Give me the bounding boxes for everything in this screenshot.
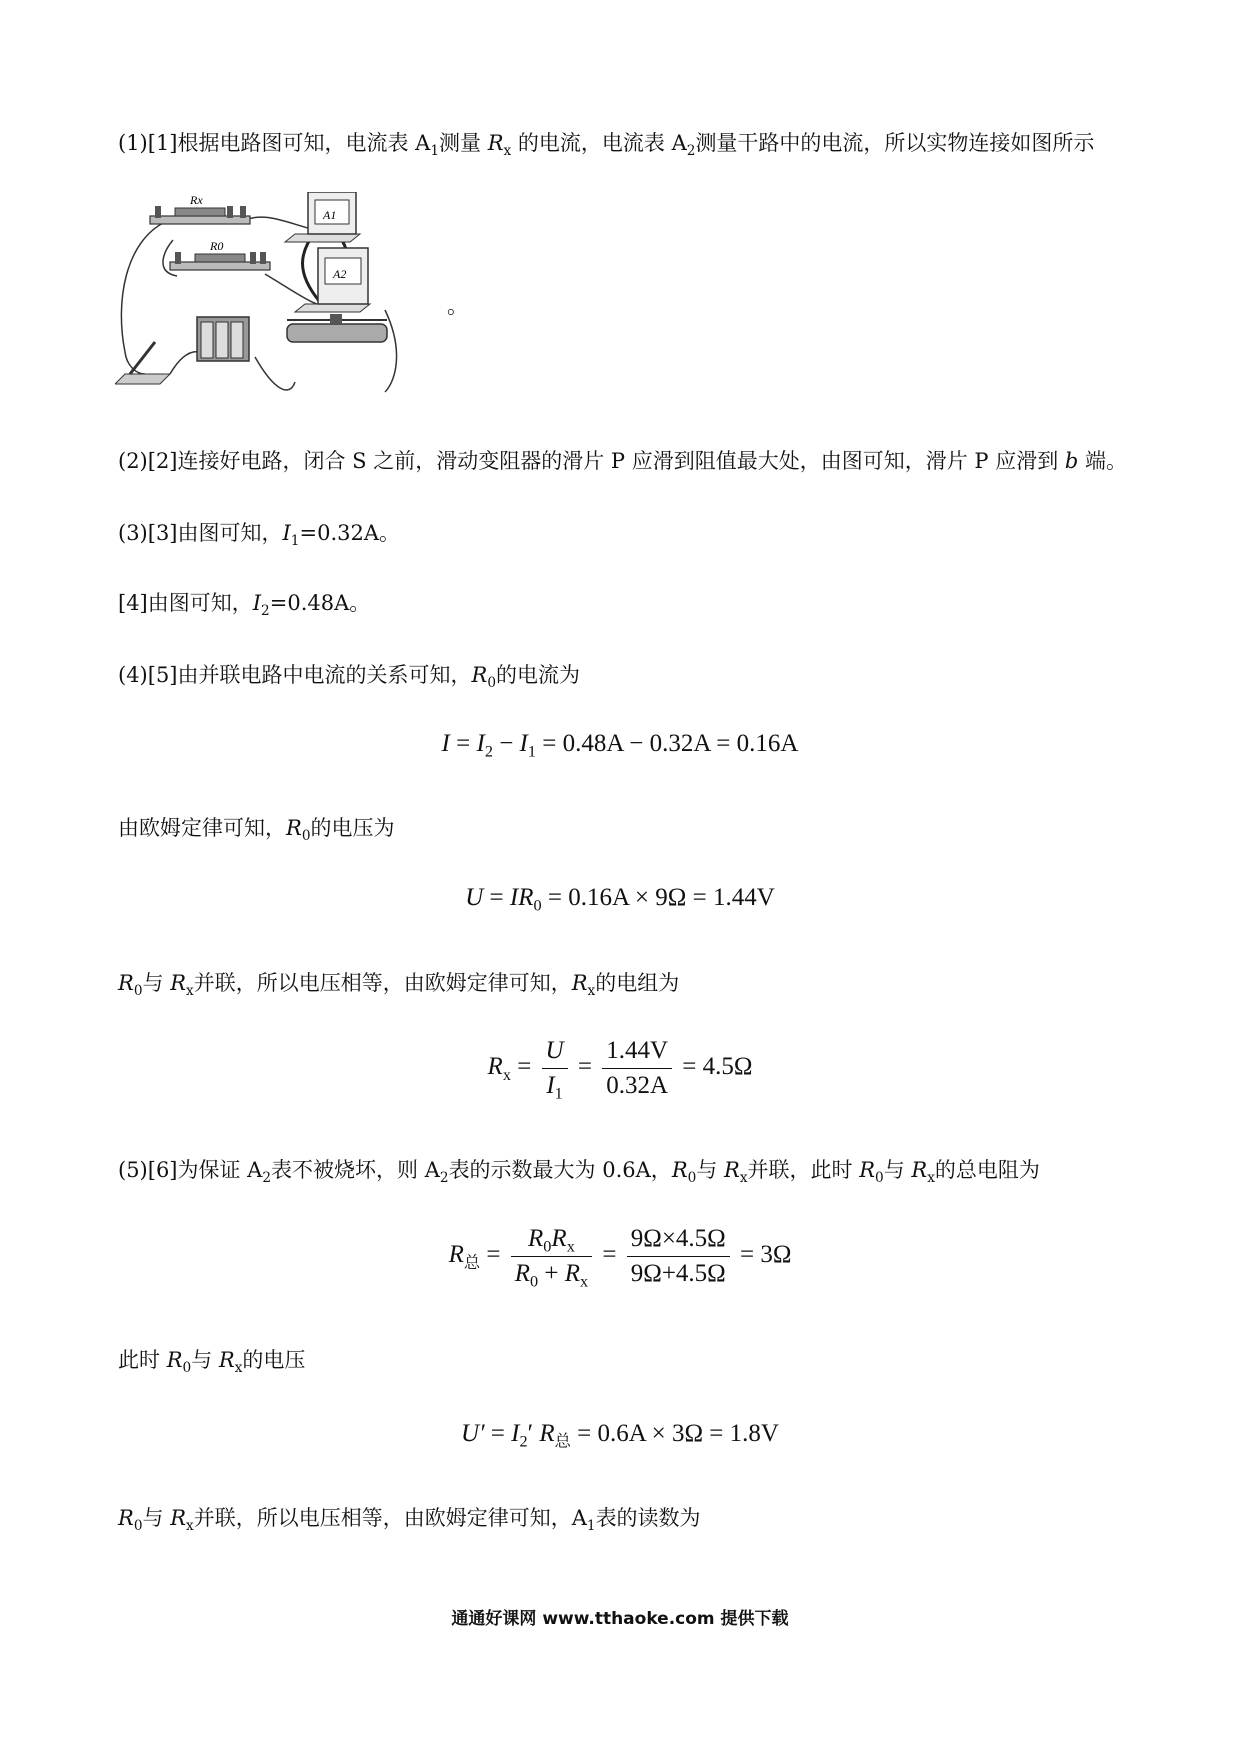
text: (5)[6]为保证 A [118,1158,263,1182]
symbol: I [546,1072,555,1099]
subscript: 0 [133,1517,143,1534]
subscript: 1 [554,1084,563,1103]
text: ′ [527,1420,540,1447]
symbol: R [170,1506,186,1530]
subscript: 2 [261,602,270,619]
a1-label: A1 [323,208,337,222]
subscript: 1 [586,1517,596,1534]
text: 与 [883,1158,912,1182]
subscript: 1 [290,532,300,549]
fraction [511,1222,592,1291]
text: = 0.6A × 3Ω = 1.8V [570,1420,779,1447]
subscript: 0 [533,896,542,915]
text: 由欧姆定律可知， [118,816,286,840]
equation-1 [0,730,1240,761]
text: 与 [142,1506,171,1530]
subscript: 2 [484,742,493,761]
symbol: R [487,1053,503,1081]
circuit-figure [115,192,445,417]
text: = [484,1420,512,1447]
numerator: 1.44V [602,1034,672,1069]
equation-4 [0,1222,1240,1291]
subscript: 2 [686,142,696,159]
text: 的总电阻为 [934,1158,1040,1182]
text: = 4.5Ω [676,1053,753,1081]
text: − [492,730,520,757]
text: 并联，此时 [747,1158,860,1182]
subscript: 总 [463,1253,481,1272]
subscript: 总 [554,1432,571,1451]
figure-period: 。 [447,294,468,318]
rx-label: Rx [190,193,203,207]
paragraph-3 [118,518,400,548]
symbol: I [511,1420,520,1447]
text: = 0.16A × 9Ω = 1.44V [541,884,775,911]
denominator: 9Ω+4.5Ω [630,1260,726,1287]
text: 测量干路中的电流，所以实物连接如图所示 [695,131,1095,155]
symbol: I [252,591,262,615]
subscript: x [234,1359,243,1376]
text: 与 [142,971,171,995]
symbol: R [118,971,134,995]
paragraph-10 [118,1503,701,1533]
subscript: 0 [875,1169,884,1186]
symbol: U [545,1037,564,1064]
paragraph-8 [118,1155,1040,1185]
text: 的电压为 [310,816,395,840]
symbol: R [571,971,588,995]
text: (3)[3]由图可知， [118,521,283,545]
subscript: 0 [687,1169,697,1186]
symbol: R [724,1158,740,1182]
paragraph-2 [118,446,1127,476]
symbol: R [118,1506,134,1530]
symbol: R [514,1260,530,1287]
text: 与 [696,1158,724,1182]
symbol: R [170,971,186,995]
symbol: IR [509,884,534,911]
symbol: I [282,521,291,545]
text: 表不被烧坏，则 A [271,1158,440,1182]
text: = [510,1053,538,1081]
symbol: U′ [461,1420,485,1447]
denominator: 0.32A [606,1072,669,1099]
subscript: x [502,1065,511,1084]
fraction [627,1222,730,1291]
footer-credit: 通通好课网 www.tthaoke.com 提供下载 [451,1609,789,1629]
symbol: R [487,131,504,155]
symbol: R [551,1225,567,1252]
text: (2)[2]连接好电路，闭合 S 之前，滑动变阻器的滑片 P 应滑到阻值最大处，由图可知，滑片 P 应滑到 [118,449,1065,473]
subscript: 0 [487,674,496,691]
text: 的电流为 [496,663,580,687]
subscript: 2 [262,1169,272,1186]
symbol: R [218,1348,235,1372]
paragraph-5 [118,660,580,690]
text: + [538,1260,565,1287]
text: (4)[5]由并联电路中电流的关系可知， [118,663,472,687]
text: = 3Ω [733,1241,792,1269]
paragraph-4 [118,588,370,618]
subscript: x [927,1169,935,1186]
subscript: x [587,982,596,999]
equation-5 [0,1420,1240,1451]
symbol: I [441,730,450,757]
a2-label: A2 [333,267,347,281]
text: = [480,1241,507,1269]
subscript: x [503,142,512,159]
symbol: R [859,1158,876,1182]
text: =0.32A。 [299,521,401,545]
symbol: U [465,884,484,911]
symbol: R [448,1241,464,1269]
text: = [449,730,477,757]
text: 并联，所以电压相等，由欧姆定律可知，A [193,1506,587,1530]
subscript: x [186,982,194,999]
text: = 0.48A − 0.32A = 0.16A [536,730,799,757]
symbol: R [911,1158,928,1182]
text: 的电组为 [595,971,680,995]
text: = [571,1053,599,1081]
subscript: 1 [430,142,440,159]
subscript: 0 [182,1359,192,1376]
subscript: x [566,1237,575,1256]
symbol: R [166,1348,183,1372]
text: 的电压 [242,1348,306,1372]
equation-2 [0,884,1240,915]
text: 表的示数最大为 0.6A， [448,1158,672,1182]
symbol: R [539,1420,555,1447]
text: = [596,1241,623,1269]
symbol: R [671,1158,688,1182]
subscript: x [580,1272,589,1291]
subscript: x [186,1517,194,1534]
text: 端。 [1078,449,1128,473]
subscript: 0 [529,1272,539,1291]
subscript: 0 [301,827,311,844]
paragraph-1 [118,128,1094,158]
symbol: R [471,663,488,687]
text: (1)[1]根据电路图可知，电流表 A [118,131,431,155]
text: 与 [191,1348,219,1372]
text: [4]由图可知， [118,591,253,615]
paragraph-7 [118,968,679,998]
text: 此时 [118,1348,167,1372]
subscript: 0 [133,982,143,999]
symbol: I [476,730,485,757]
paragraph-6 [118,813,395,843]
subscript: 0 [543,1237,552,1256]
subscript: x [739,1169,748,1186]
text: 表的读数为 [595,1506,701,1530]
numerator: 9Ω×4.5Ω [627,1222,730,1257]
symbol: R [564,1260,580,1287]
text: = [483,884,510,911]
fraction [542,1034,568,1103]
subscript: 2 [519,1432,528,1451]
text: =0.48A。 [269,591,371,615]
r0-label: R0 [210,239,224,253]
symbol: R [286,816,302,840]
symbol: R [528,1225,544,1252]
text: 并联，所以电压相等，由欧姆定律可知， [193,971,572,995]
text: 的电流，电流表 A [511,131,687,155]
symbol: I [519,730,528,757]
text: 测量 [439,131,488,155]
fraction [602,1034,672,1103]
subscript: 2 [439,1169,449,1186]
subscript: 1 [527,742,536,761]
equation-3 [0,1034,1240,1103]
paragraph-9 [118,1345,305,1375]
symbol: b [1064,449,1079,473]
